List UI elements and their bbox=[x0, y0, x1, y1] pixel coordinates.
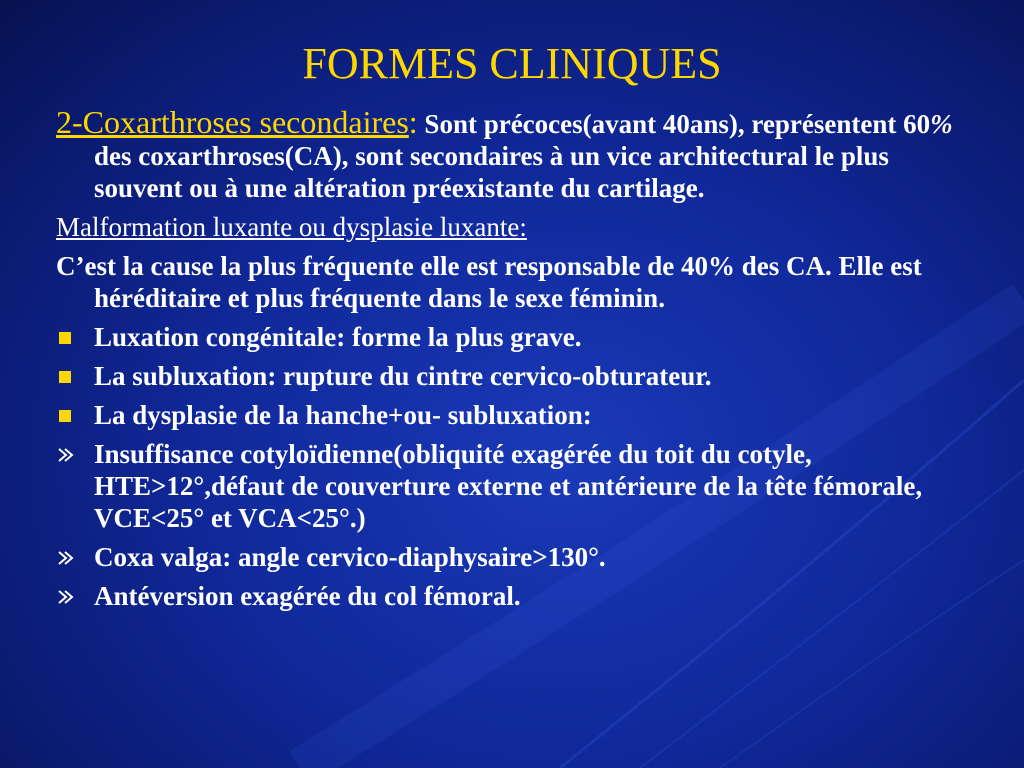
bullet-text: La dysplasie de la hanche+ou- subluxation: bbox=[94, 400, 592, 430]
slide-content bbox=[56, 106, 976, 619]
bullet-text: Coxa valga: angle cervico-diaphysaire>130°. bbox=[94, 542, 606, 572]
arrow-bullet-item bbox=[56, 438, 976, 534]
subsection-heading-paragraph bbox=[56, 211, 976, 243]
chevron-right-icon bbox=[56, 438, 86, 470]
arrow-bullet-item bbox=[56, 541, 976, 573]
bullet-text: La subluxation: rupture du cintre cervico-obturateur. bbox=[94, 361, 712, 391]
section-heading-colon: : bbox=[408, 104, 418, 140]
percent-sign: % bbox=[930, 109, 953, 139]
slide-title: FORMES CLINIQUES bbox=[302, 39, 722, 88]
bullet-text: Insuffisance cotyloïdienne(obliquité exagérée du toit du cotyle, HTE>12°,défaut de couverture externe et antérieure de la tête fémorale, VCE<25° et VCA<25°.) bbox=[94, 439, 923, 533]
section-intro-text-2: des coxarthroses(CA), sont secondaires à un vice architectural le plus souvent ou à une altération préexistante du cartilage. bbox=[94, 141, 889, 203]
section-heading: 2-Coxarthroses secondaires bbox=[56, 104, 409, 140]
bullet-text: Antéversion exagérée du col fémoral. bbox=[94, 581, 521, 611]
arrow-bullet-item bbox=[56, 580, 976, 612]
chevron-right-icon bbox=[56, 580, 86, 612]
subsection-heading: Malformation luxante ou dysplasie luxante: bbox=[56, 212, 527, 242]
square-bullet-icon bbox=[56, 399, 86, 431]
square-bullet-item bbox=[56, 321, 976, 353]
square-bullet-item bbox=[56, 399, 976, 431]
section-intro-text-1: Sont précoces(avant 40ans), représentent 60 bbox=[417, 109, 931, 139]
subsection-description: C’est la cause la plus fréquente elle est responsable de 40% des CA. Elle est héréditaire et plus fréquente dans le sexe féminin. bbox=[56, 251, 922, 313]
square-bullet-item bbox=[56, 360, 976, 392]
square-bullet-icon bbox=[56, 321, 86, 353]
bullet-text: Luxation congénitale: forme la plus grave. bbox=[94, 322, 582, 352]
section-intro-paragraph bbox=[56, 106, 976, 204]
chevron-right-icon bbox=[56, 541, 86, 573]
square-bullet-icon bbox=[56, 360, 86, 392]
